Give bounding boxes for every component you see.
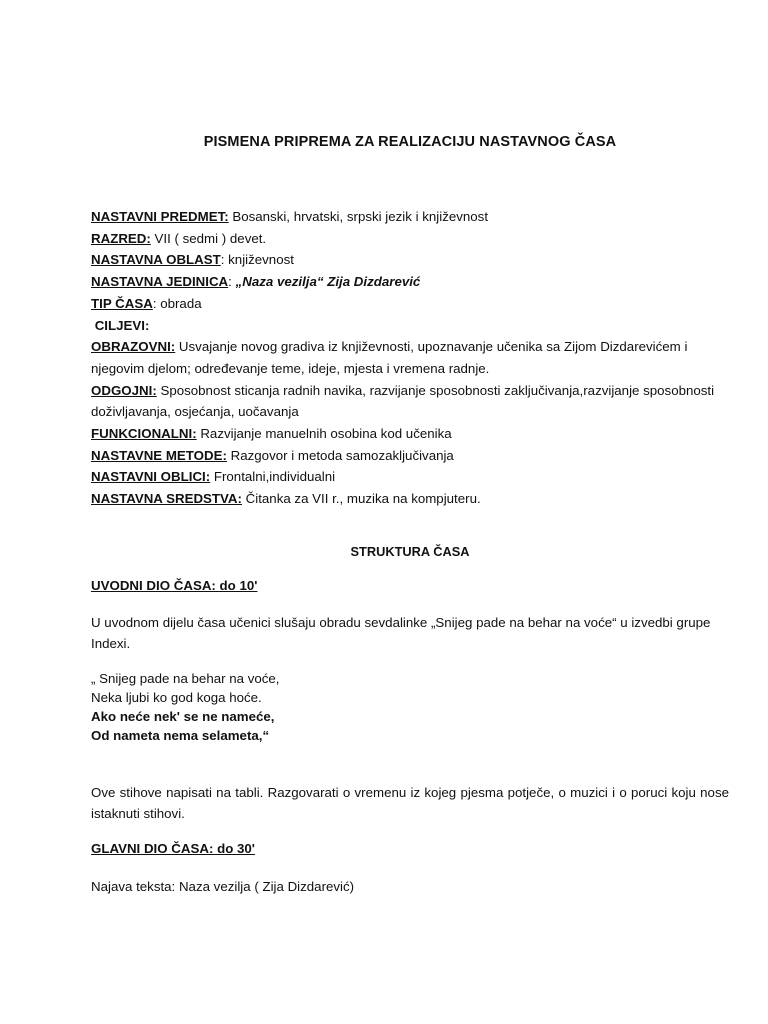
- glavni-heading: GLAVNI DIO ČASA: do 30': [91, 841, 255, 856]
- tip-label: TIP ČASA: [91, 295, 153, 311]
- structure-title: STRUKTURA ČASA: [350, 544, 470, 559]
- metode-label: NASTAVNE METODE:: [91, 447, 227, 463]
- info-oblast: [91, 249, 731, 271]
- funkcionalni-value: Razvijanje manuelnih osobina kod učenika: [196, 426, 452, 442]
- tip-value: : obrada: [152, 295, 202, 311]
- poem: [91, 669, 280, 745]
- jedinica-value: „Naza vezilja“ Zija Dizdarević: [235, 274, 421, 290]
- uvodni-text: U uvodnom dijelu časa učenici slušaju obradu sevdalinke „Snijeg pade na behar na voće“ u izvedbi grupe Indexi.: [91, 615, 711, 651]
- poem-line-bold: Od nameta nema selameta,“: [91, 728, 270, 743]
- poem-line: Neka ljubi ko god koga hoće.: [91, 690, 262, 705]
- document-title: PISMENA PRIPREMA ZA REALIZACIJU NASTAVNOG ČASA: [203, 134, 617, 150]
- oblici-label: NASTAVNI OBLICI:: [91, 469, 211, 485]
- sredstva-value: Čitanka za VII r., muzika na kompjuteru.: [241, 491, 481, 507]
- poem-line-bold: Ako neće nek' se ne nameće,: [91, 709, 275, 724]
- lesson-info: [91, 206, 731, 510]
- info-metode: [91, 445, 731, 467]
- obrazovni-value: Usvajanje novog gradiva iz književnosti, upoznavanje učenika sa Zijom Dizdarevićem i njegovim djelom; određevanje teme, ideje, mjesta i vremena radnje.: [91, 339, 688, 376]
- metode-value: Razgovor i metoda samozaključivanja: [226, 447, 454, 463]
- obrazovni-label: OBRAZOVNI:: [91, 339, 176, 355]
- info-obrazovni: [91, 336, 731, 379]
- odgojni-label: ODGOJNI:: [91, 382, 157, 398]
- sredstva-label: NASTAVNA SREDSTVA:: [91, 491, 242, 507]
- razred-value: VII ( sedmi ) devet.: [150, 230, 267, 246]
- info-sredstva: [91, 488, 731, 510]
- poem-line: „ Snijeg pade na behar na voće,: [91, 671, 280, 686]
- oblast-label: NASTAVNA OBLAST: [91, 252, 221, 268]
- predmet-label: NASTAVNI PREDMET:: [91, 209, 229, 224]
- jedinica-colon: :: [228, 274, 236, 290]
- info-odgojni: [91, 380, 731, 423]
- info-oblici: [91, 466, 731, 488]
- info-jedinica: [91, 271, 731, 293]
- info-ciljevi: [91, 315, 731, 337]
- oblast-value: : književnost: [220, 252, 294, 268]
- info-funkcionalni: [91, 423, 731, 445]
- poem-note: Ove stihove napisati na tabli. Razgovarati o vremenu iz kojeg pjesma potječe, o muzici i o poruci koju nose istaknuti stihovi.: [91, 785, 729, 821]
- jedinica-label: NASTAVNA JEDINICA: [91, 274, 229, 290]
- najava-text: Najava teksta: Naza vezilja ( Zija Dizdarević): [91, 879, 355, 894]
- info-razred: [91, 228, 731, 250]
- info-predmet: [91, 206, 731, 228]
- odgojni-value: Sposobnost sticanja radnih navika, razvijanje sposobnosti zaključivanja,razvijanje sposobnosti doživljavanja, osjećanja, uočavanja: [91, 382, 715, 420]
- razred-label: RAZRED:: [91, 230, 151, 246]
- oblici-value: Frontalni,individualni: [210, 469, 336, 485]
- predmet-value: Bosanski, hrvatski, srpski jezik i književnost: [228, 209, 489, 224]
- uvodni-heading: UVODNI DIO ČASA: do 10': [91, 578, 258, 593]
- info-tip: [91, 293, 731, 315]
- ciljevi-label: CILJEVI:: [91, 317, 150, 333]
- funkcionalni-label: FUNKCIONALNI:: [91, 426, 197, 442]
